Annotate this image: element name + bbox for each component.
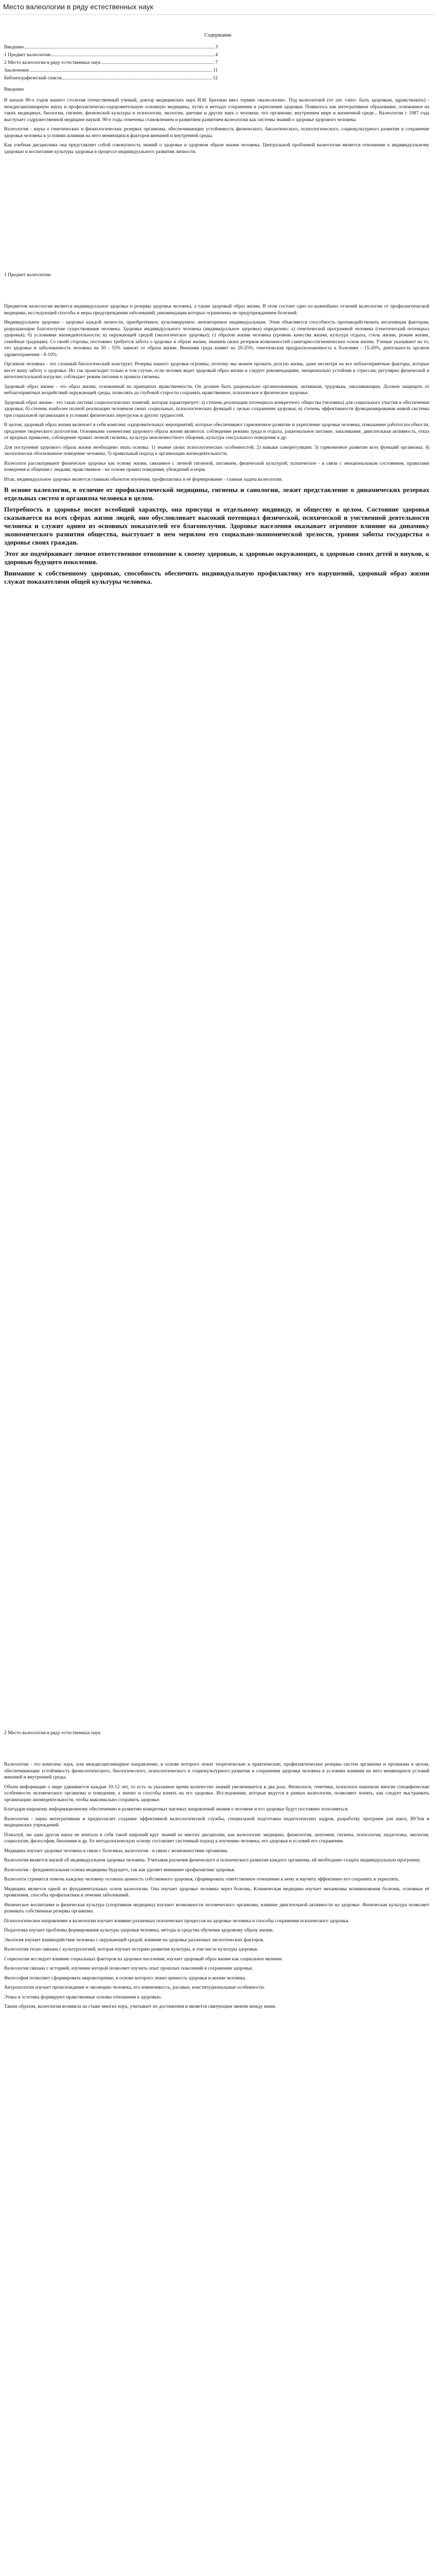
paragraph: Предметом валеологии является индивидуальное здоровье и резервы здоровья человека, а также здоровый образ жизни. В этом состоит одно из важнейших отличий валеологии от профилактической медицины, исследующей способы и меры предупреждения заболеваний, рекомендации которых ограничены не предупреждением болезней. [4, 304, 429, 316]
paragraph: Антропология изучает происхождение и эволюцию человека, его изменчивость, расовые, конституциональные особенности. [4, 1985, 265, 1990]
paragraph: В начале 80-х годов нашего столетия отечественный ученый, доктор медицинских наук И.И. Брехман ввел термин «валеология». Под валеологией (от лат. valeo- быть здоровым, здравствовать) - междисциплинарную науку и профилактическо-оздоровительную основную медицины, путях и методах сохранения и укрепления здоровья. Появилось как интегративное образование, основанное на таких медицинах, биологии, гигиене, физической культуры и психологии, экологии, диетике и других наук о человеке, что организме, внутреннем мире и жизненной среде... Валеология с 1987 года выступает содружественной медицине наукой. 90-е годы отмечены становлением и развитием развитием валеологии как системы знаний о здоровье здорового человека. [4, 98, 429, 123]
section2-heading: 2 Место валеологии в ряду естественных наук [4, 1731, 101, 1736]
toc-item[interactable] [4, 68, 218, 76]
paragraph: Как учебная дисциплина она представляет собой совокупность знаний о здоровье и здоровом образе жизни человека. Центральной проблемой валеологии является отношение к индивидуальному здоровью и воспитание культуры здоровья в процессе индивидуального развития личности. [4, 143, 429, 155]
paragraph: Для построения здорового образа жизни необходимо знать основы: 1) знание своих психологических особенностей; 2) навыки саморегуляции; 3) гармоничное развитие всех функций организма; 4) экологически обоснованное поведение человека; 5) правильный подход к организации жизнедеятельности. [4, 445, 429, 456]
document-page [0, 15, 436, 2576]
paragraph: Медицина изучает здоровье человека в связи с болезнью, валеология - в связи с возможностями организма. [4, 1848, 229, 1854]
paragraph: Педагогика изучает проблемы формирования культуры здоровья человека, методы и средства обучения здоровому образу жизни. [4, 1928, 274, 1933]
paragraph: Валеология - наука интегративная и предполагает создание эффективной валеологической службы, специальной подготовки педагогических кадров, разработку программ для школ, ВУЗов и медицинских учреждений. [4, 1816, 429, 1828]
paragraph: Валеология - наука о генетических и физиологических резервах организма, обеспечивающих устойчивость физического, биологического, психологического, социокультурного развития и сохранение здоровья человека в условиях влияния на него меняющихся факторов внешней и внутренней среды. [4, 127, 429, 139]
paragraph: Индивидуальное здоровье - здоровье каждой личности, приобретённое, культивируемое, неповторимое индивидуальным. Этим объясняется способность противодействовать негативным факторам, разрушающим благополучие существования человека. Здоровье индивидуального человека (индивидуальное здоровье) определено: а) генетической программой человека (генетический потенциал здоровья); б) условиями жизнедеятельности; в) окружающей средой (экологическое здоровье); г) образом жизни человека (уровень качества жизни, культура отдыха, стиль жизни, режим жизни, семейные традиции). Со своей стороны, постоянно требуется забота о здоровье и образе жизни, знанием своих резервов возможностей санитарно-гигиенических основ жизни. Ученые указывают на то, что здоровье и заболеваемость человека на 50 - 55% зависят от образа жизни. Внешняя среда влияет на 20-25%, генетическая предрасположенность к болезням - 15-20%, деятельность органов здравоохранения - 8-10%. [4, 320, 429, 358]
paragraph: Валеология - это комплекс наук, или междисциплинарное направление, в основе которого лежат теоретические и практические, профилактические резервы систем организма и организма в целом, обеспечивающие устойчивость физиологического, биологического, психологического и социокультурного развития и сохранения здоровья человека в условиях влияния на него меняющихся условий внешней и внутренней среды. [4, 1762, 429, 1780]
window-title: Место валеологии в ряду естественных наук [3, 3, 153, 11]
toc-item-page: 7 [215, 60, 218, 65]
paragraph: Социология исследует влияние социальных факторов на здоровье населения, изучает здоровый образ жизни как социальное явление. [4, 1956, 283, 1962]
paragraph: Этика и эстетика формируют нравственные основы отношения к здоровью. [4, 1994, 162, 2000]
toc-item-label: Введение [4, 45, 24, 50]
paragraph: Медицина является одной из фундаментальных основ валеологии. Она изучает здоровье человека через болезнь. Клиническая медицина изучает механизмы возникновения болезни, основные её проявления, способы профилактики и лечения заболеваний. [4, 1886, 429, 1898]
window-titlebar [0, 0, 436, 15]
section1-body [4, 303, 429, 589]
paragraph: Объем информации о мире удваивается каждые 10-12 лет, то есть за указанное время количество знаний увеличивается в два раза. Физиологи, генетики, психологи накопили многие специфические особенности человеческого организма и поведения, а значит и способы влиять на его здоровье. Исследования, которые ведутся в рамках валеологии, позволяют понять, как следует выстраивать организацию жизнедеятельности, чтобы максимально сохранить здоровье. [4, 1784, 429, 1803]
paragraph: В целом, здоровый образ жизни включает в себя комплекс оздоровительных мероприятий, которые обеспечивают гармоничное развитие и укрепление здоровья человека, повышение работоспособности, продление творческого долголетия. Основными элементами здорового образа жизни являются: соблюдение режима труда и отдыха, рациональное питание, закаливание, двигательная активность, отказ от вредных привычек, соблюдение правил личной гигиены, культура межличностного общения, культура сексуального поведения и др. [4, 422, 429, 440]
paragraph: Здоровый образ жизни - это образ жизни, основанный на принципах нравственности. Он должен быть рационально организованным, активным, трудовым, закаливающим. Должен защищать от неблагоприятных воздействий окружающей среды, позволять до глубокой старости сохранять нравственное, психическое и физическое здоровье. [4, 384, 429, 396]
toc-item[interactable] [4, 45, 218, 53]
paragraph: Пожалуй, ни одна другая наука не впитала в себя такой широкий круг знаний из многих дисциплин, как валеология: медицина, физиология, анатомия, гигиена, психология, педагогика, экология, социология, философия, биохимия и др. Ее методологическую основу составляет системный подход к изучению человека, его здоровья и условий его сохранения. [4, 1832, 429, 1844]
toc-leader [30, 71, 212, 72]
toc-item-page: 4 [215, 53, 218, 58]
emphasis-paragraph: Внимание к собственному здоровью, способность обеспечить индивидуальную профилактику его нарушений, здоровый образ жизни служат показателями общей культуры человека. [4, 569, 429, 585]
paragraph: Таким образом, валеология возникла на стыке многих наук, учитывает их достижения и является связующим звеном между ними. [4, 2004, 276, 2009]
paragraph: Организм человека - это сложный биологический конструкт. Резервы нашего здоровья огромны, поэтому мы можем прожить долгую жизнь, даже несмотря на все неблагоприятные факторы, которые несет вашу заботу о здоровье. Но так происходит только в том случае, если человек ведет здоровый образ жизни и следует рекомендациям, эмоционально устойчив к стрессам, регулярно физической и интеллектуальной нагрузке, соблюдает режим питания и правила гигиены. [4, 362, 429, 380]
paragraph: Валеология тесно связана с культурологией, которая изучает историю развития культуры, в том числе культуры здоровья. [4, 1947, 258, 1952]
paragraph: Философия позволяет сформировать мировоззрение, в основе которого лежит ценность здоровья и жизни человека. [4, 1975, 247, 1981]
paragraph: Физическое воспитание и физическая культура (спортивная медицина) изучают возможности человеческого организма, влияние двигательной активности на здоровье. Физическая культура позволяет развивать собственные резервы организма. [4, 1902, 429, 1914]
paragraph: Валеологи стремятся помочь каждому человеку осознать ценность собственного здоровья, сформировать ответственное отношение к нему и научить эффективно его сохранять и укреплять. [4, 1877, 400, 1882]
toc-item-page: 11 [213, 68, 218, 73]
paragraph: Экология изучает взаимодействие человека с окружающей средой, влияние на здоровье различных экологических факторов. [4, 1937, 265, 1943]
toc-item-label: Заключение [4, 68, 29, 73]
paragraph: Благодаря широкому информационному обеспечению и развитию конкретных научных направлений знания о человеке и его здоровье будут постоянно пополняться. [4, 1807, 349, 1812]
toc-item-label: Библиографический список [4, 76, 62, 81]
paragraph: Итак, индивидуальное здоровье является главным объектом изучения, профилактика и её формирование - главная задача валеологии. [4, 477, 283, 482]
toc-item-page: 12 [213, 76, 218, 81]
paragraph: Валеология связана с историей, изучение которой позволяет изучить опыт прошлых поколений в сохранении здоровья. [4, 1966, 253, 1971]
paragraph: Валеология - фундаментальная основа медицины будущего, так как уделяет внимание профилактике здоровья. [4, 1867, 236, 1873]
section1-heading: 1 Предмет валеологии [4, 273, 51, 278]
toc-item[interactable] [4, 76, 218, 83]
section2-body [4, 1761, 429, 2013]
toc-leader [102, 63, 215, 64]
emphasis-paragraph: Потребность в здоровье носит всеобщий характер, она присуща и отдельному индивиду, и обществу в целом. Состояние здоровья сказывается на всех сферах жизни людей, оно обусловливает высокий потенциал физической, психической и умственной деятельности человека и служит одним из основных показателей его благополучия. Здоровье населения оказывает огромное влияние на динамику экономического развития общества, выступает в нем мерилом его социально-экономической зрелости, уровня заботы государства о здоровье своих граждан. [4, 505, 429, 546]
paragraph: Психологическое направление в валеологии изучает влияние различных психических процессов на здоровье человека и способы сохранения психического здоровья. [4, 1918, 350, 1924]
emphasis-paragraph: В основе валеологии, в отличие от профилактической медицины, гигиены и санологии, лежит представление о динамических резервах отдельных систем и организма человека в целом. [4, 486, 429, 502]
toc-item[interactable] [4, 60, 218, 68]
paragraph: Валеология является наукой об индивидуальном здоровье человека. Учитывая различия физического и психического развития каждого организма, ей необходимо создать индивидуальную программу. [4, 1858, 421, 1863]
intro-heading: Введение [4, 87, 24, 92]
emphasis-paragraph: Этот же подчёркивает личное ответственное отношение к своему здоровью, к здоровью окружающих, к здоровью своих детей и внуков, к здоровью будущего поколения. [4, 550, 429, 566]
paragraph: Валеологи рассматривают физическое здоровье как основу жизни, связанное с личной гигиеной, питанием, физической культурой; психическое - в связи с эмоциональным состоянием, правилами поведения и общения с людьми; нравственное - на основе правил поведения, убеждений и норм. [4, 461, 429, 472]
toc-item-page: 3 [215, 45, 218, 50]
paragraph: Здоровый образ жизни - это такая система социологических понятий, которая характеризует: а) степень реализации потенциала конкретного общества (человека) для социального участия в обеспечении здоровья; б) степень наиболее полной реализации человеком своих социальных, психологических функций с целью сохранения здоровья; в) степень эффективности функционирования живой системы при социальной организации в условиях физических перегрузок и других трудностей. [4, 400, 429, 418]
toc-item-label: 2 Место валеологии в ряду естественных наук [4, 60, 101, 65]
intro-section [4, 97, 429, 158]
toc-heading: Содержание [204, 32, 232, 38]
toc-item[interactable] [4, 53, 218, 60]
toc-item-label: 1 Предмет валеологии [4, 53, 51, 58]
table-of-contents [4, 45, 218, 83]
